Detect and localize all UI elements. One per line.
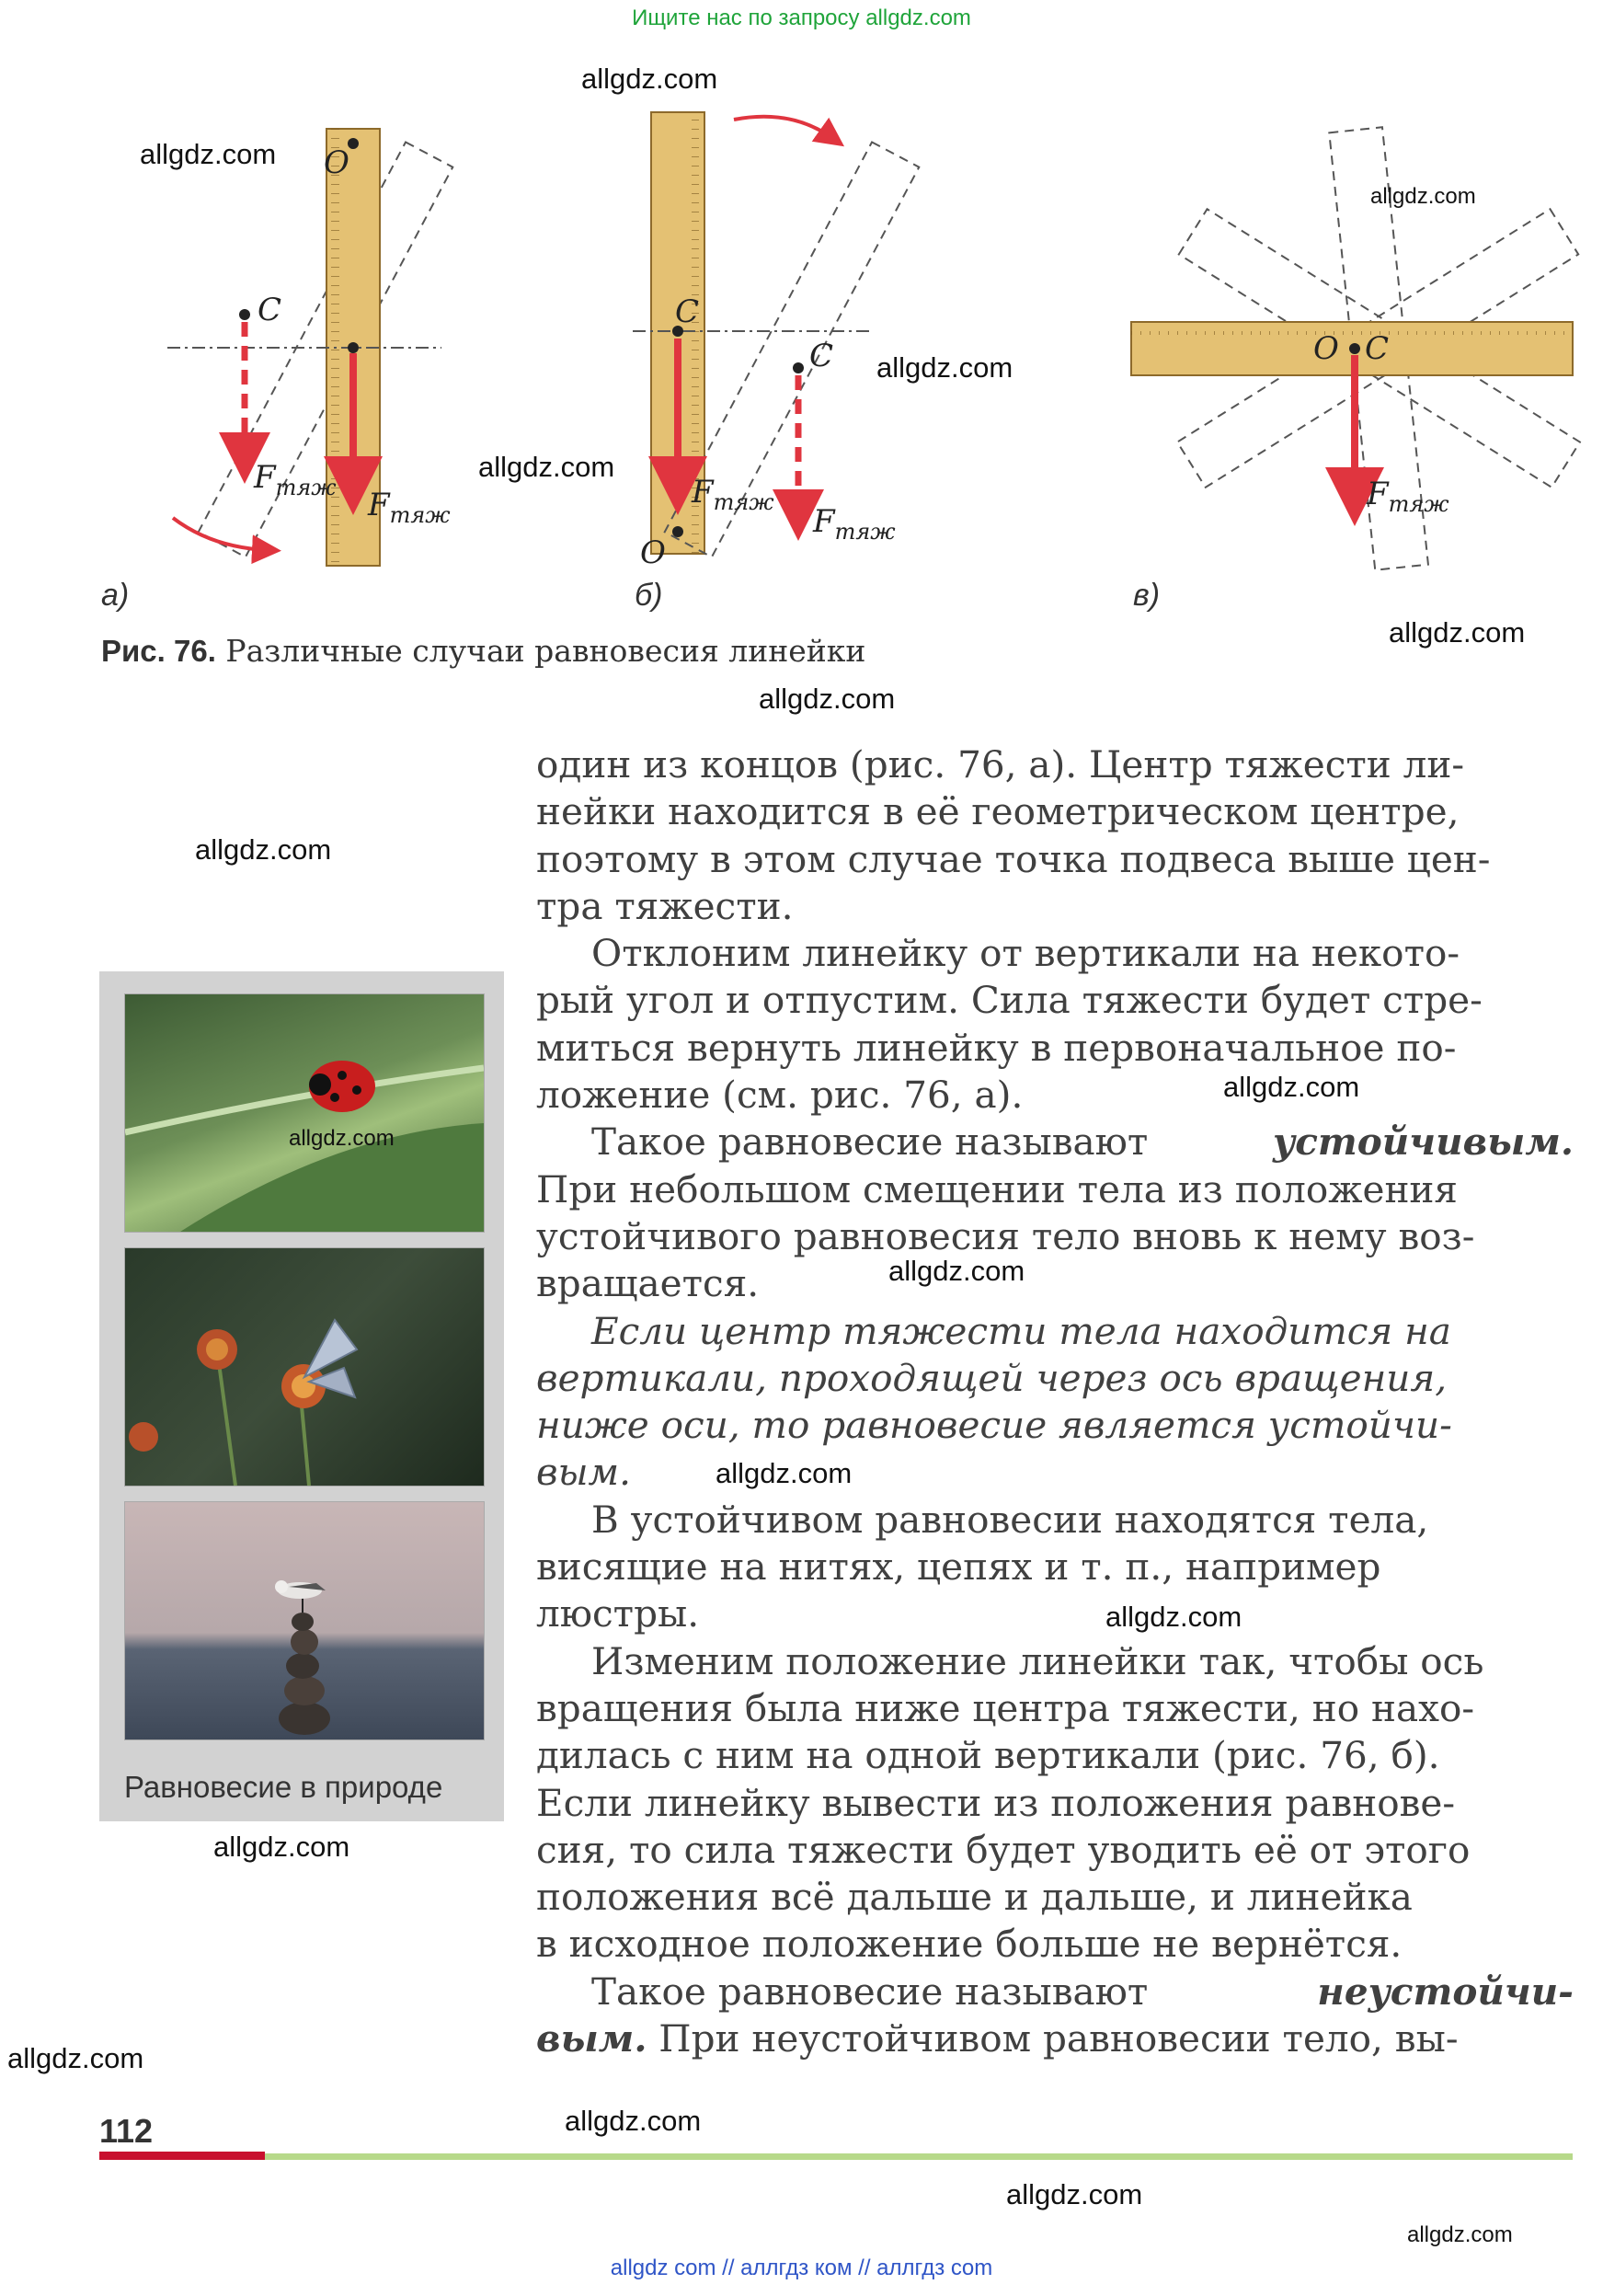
watermark: allgdz.com [759, 683, 896, 715]
point-o-label: O [324, 144, 349, 181]
nature-sidebar [99, 971, 504, 1821]
force-label: $F_{тяж}$ [1367, 476, 1449, 517]
term-unstable-end: вым. [536, 2016, 647, 2061]
watermark: allgdz.com [140, 138, 277, 170]
watermark: allgdz.com [478, 451, 615, 483]
text-line: люстры. [536, 1591, 700, 1636]
figure-label-b: б) [635, 578, 663, 613]
text-line: тра тяжести. [536, 883, 794, 928]
text-line: устойчивого равновесия тело вновь к нему воз- [536, 1213, 1475, 1258]
rotation-arrow [173, 518, 267, 550]
point-o-label: O [640, 534, 666, 571]
rotation-arrow [734, 117, 832, 138]
panel-b [633, 112, 919, 571]
point-c-label: C [809, 338, 834, 374]
point-o-label: O [1313, 330, 1339, 367]
text-line: положения всё дальше и дальше, и линейка [536, 1875, 1413, 1920]
point-c-label: C [1365, 330, 1390, 367]
watermark: allgdz.com [888, 1255, 1025, 1287]
force-label: $F_{тяж}$ [254, 459, 337, 500]
text-line: Отклоним линейку от вертикали на некото- [591, 931, 1460, 976]
body-text [536, 741, 1574, 2062]
text-run: При неустойчивом равновесии тело, вы- [658, 2016, 1459, 2061]
watermark: allgdz.com [1407, 2222, 1513, 2247]
panel-v [1131, 127, 1580, 569]
rule-line [536, 1355, 1574, 1402]
text-line: сия, то сила тяжести будет уводить её от этого [536, 1827, 1471, 1872]
watermark: allgdz.com [195, 833, 332, 866]
footer-rule-green [265, 2153, 1573, 2160]
center-dot-deflected [239, 309, 250, 320]
watermark: allgdz.com [1223, 1071, 1360, 1103]
figure-number: Рис. 76. [101, 634, 216, 668]
figure-label-v: в) [1133, 578, 1161, 613]
text-line: нейки находится в её геометрическом центре, [536, 789, 1460, 834]
watermark: allgdz.com [1105, 1601, 1242, 1633]
sidebar-caption: Равновесие в природе [124, 1770, 443, 1804]
watermark: allgdz.com [716, 1457, 853, 1489]
text-run: Такое равновесие называют [591, 1969, 1149, 2014]
ruler-ticks [1131, 322, 1573, 335]
text-line: При небольшом смещении тела из положения [536, 1166, 1458, 1211]
text-line [536, 1969, 1574, 2015]
pivot-dot [672, 526, 683, 537]
force-label: $F_{тяж}$ [813, 503, 896, 545]
figure-caption [101, 633, 865, 669]
figure-76 [0, 0, 1603, 626]
text-line: в исходное положение больше не вернётся. [536, 1922, 1403, 1967]
text-line: миться вернуть линейку в первоначальное по- [536, 1025, 1457, 1070]
rule-line [536, 1449, 1574, 1496]
watermark: allgdz.com [289, 1126, 395, 1151]
point-c-label: C [258, 292, 282, 328]
rule-text: ниже оси, то равновесие является устойчи- [536, 1403, 1452, 1448]
text-line: вращения была ниже центра тяжести, но нахо- [536, 1685, 1475, 1730]
watermark: allgdz.com [581, 63, 718, 95]
watermark: allgdz.com [7, 2042, 144, 2074]
text-line: ложение (см. рис. 76, а). [536, 1073, 1024, 1118]
text-line: дилась с ним на одной вертикали (рис. 76, б). [536, 1733, 1440, 1778]
text-line [536, 1119, 1574, 1165]
photo-ladybug [124, 993, 485, 1233]
bottom-banner: allgdz com // аллгдз ком // аллгдз com [610, 2256, 993, 2280]
text-line: поэтому в этом случае точка подвеса выше цен- [536, 836, 1491, 881]
butterfly-image [125, 1248, 484, 1486]
photo-butterfly [124, 1247, 485, 1487]
text-line: рый угол и отпустим. Сила тяжести будет стре- [536, 978, 1483, 1023]
text-run: Такое равновесие называют [591, 1119, 1149, 1165]
watermark: allgdz.com [1006, 2178, 1143, 2210]
rule-line [536, 1402, 1574, 1449]
rule-text: вым. [536, 1450, 632, 1495]
force-label: $F_{тяж}$ [692, 474, 774, 515]
watermark: allgdz.com [876, 351, 1013, 384]
text-line: вращается. [536, 1261, 760, 1306]
text-line: Если линейку вывести из положения равнове- [536, 1780, 1456, 1825]
figure-caption-text: Различные случаи равновесия линейки [225, 633, 866, 669]
footer-rule-red [99, 2152, 265, 2160]
text-run [536, 2015, 1459, 2062]
pivot-center-dot [1349, 343, 1360, 354]
watermark: allgdz.com [565, 2105, 702, 2137]
figure-label-a: а) [101, 578, 130, 613]
watermark: allgdz.com [1370, 184, 1476, 209]
rule-text: Если центр тяжести тела находится на [591, 1308, 1451, 1353]
rule-line [536, 1308, 1574, 1355]
seagull-image [125, 1502, 484, 1739]
text-line: Изменим положение линейки так, чтобы ось [591, 1638, 1484, 1683]
rule-text: вертикали, проходящей через ось вращения, [536, 1355, 1448, 1400]
term-unstable: неустойчи- [1317, 1969, 1574, 2014]
page-number: 112 [99, 2112, 154, 2150]
panel-a [167, 129, 452, 566]
photo-seagull [124, 1501, 485, 1740]
top-banner: Ищите нас по запросу allgdz.com [632, 6, 971, 30]
term-stable: устойчивым. [1272, 1119, 1574, 1165]
text-line: висящие на нитях, цепях и т. п., например [536, 1544, 1381, 1590]
force-label: $F_{тяж}$ [368, 487, 451, 528]
watermark: allgdz.com [213, 1831, 350, 1863]
watermark: allgdz.com [1389, 616, 1526, 649]
text-line: В устойчивом равновесии находятся тела, [591, 1497, 1429, 1542]
center-dot [348, 342, 359, 353]
ladybug-image [125, 994, 484, 1232]
text-line [536, 2015, 1574, 2062]
center-dot-deflected [793, 362, 804, 373]
text-line: один из концов (рис. 76, а). Центр тяжести ли- [536, 742, 1465, 786]
point-c-label: C [675, 293, 700, 330]
